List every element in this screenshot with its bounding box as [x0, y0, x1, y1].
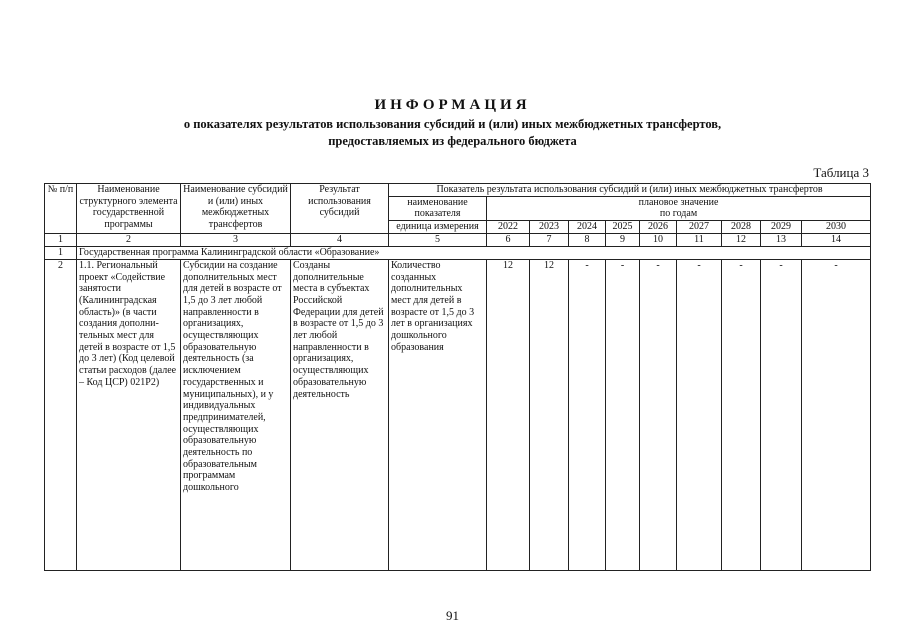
indicators-table [44, 183, 871, 571]
header-indicator-group: Показатель результата использования субсидий и (или) иных межбюджетных трансфертов [389, 184, 871, 197]
row-value: - [606, 259, 640, 570]
row-value: 12 [530, 259, 569, 570]
header-subsidy: Наименование субсидий и (или) иных межбюджетных трансфертов [181, 184, 291, 234]
header-by-years-label: по годам [659, 208, 698, 220]
column-number: 13 [761, 233, 802, 246]
row-subsidy: Субсидии на создание дополнительных мест для детей в возрасте от 1,5 до 3 лет любой направленности в организациях, осуществляющих образовательную деятельность (за исключением государственных и муниципальных), и у индивидуальных предпринимателей, осуществляющих образовательную деятельность по образовательным программам дошкольного [181, 259, 291, 570]
header-planned-value [487, 196, 871, 220]
column-number: 2 [77, 233, 181, 246]
header-year: 2024 [569, 221, 606, 234]
header-year: 2028 [722, 221, 761, 234]
table-row [45, 259, 871, 570]
column-number: 9 [606, 233, 640, 246]
header-indicator-name: наименование показателя [389, 196, 487, 220]
column-number: 11 [677, 233, 722, 246]
row-value: - [802, 259, 871, 570]
row-num: 2 [45, 259, 77, 570]
header-year: 2030 [802, 221, 871, 234]
document-subtitle-line1: о показателях результатов использования субсидий и (или) иных межбюджетных трансфертов, [183, 117, 722, 131]
header-year: 2022 [487, 221, 530, 234]
document-title: ИНФОРМАЦИЯ [374, 97, 531, 113]
row-value: - [761, 259, 802, 570]
row-value: - [677, 259, 722, 570]
column-number: 4 [291, 233, 389, 246]
header-year: 2023 [530, 221, 569, 234]
header-planned-value-label: плановое значение [638, 196, 719, 208]
column-number: 6 [487, 233, 530, 246]
header-year: 2025 [606, 221, 640, 234]
column-number: 5 [389, 233, 487, 246]
header-num: № п/п [45, 184, 77, 234]
column-number: 7 [530, 233, 569, 246]
column-number: 1 [45, 233, 77, 246]
page-number: 91 [446, 608, 459, 623]
column-number: 8 [569, 233, 606, 246]
row-value: - [569, 259, 606, 570]
program-row-num: 1 [45, 246, 77, 259]
header-year: 2029 [761, 221, 802, 234]
row-indicator: Количество созданных дополнительных мест для детей в возрасте от 1,5 до 3 лет в организациях дошкольного образования [389, 259, 487, 570]
table-label: Таблица 3 [813, 165, 869, 180]
column-number: 10 [640, 233, 677, 246]
header-element: Наименование структурного элемента государственной программы [77, 184, 181, 234]
row-value: - [722, 259, 761, 570]
document-subtitle-line2: предоставляемых из федерального бюджета [328, 134, 577, 148]
header-year: 2026 [640, 221, 677, 234]
column-number: 14 [802, 233, 871, 246]
row-value: - [640, 259, 677, 570]
row-value: 12 [487, 259, 530, 570]
header-result: Результат использования субсидий [291, 184, 389, 234]
column-number: 12 [722, 233, 761, 246]
column-number: 3 [181, 233, 291, 246]
header-year: 2027 [677, 221, 722, 234]
header-unit: единица измерения [389, 221, 487, 234]
row-element: 1.1. Региональный проект «Содействие занятости (Калининградская область)» (в части создания дополни-тельных мест для детей в возрасте от 1,5 до 3 лет) (Код целевой статьи расходов (далее – Код ЦСР) 021Р2) [77, 259, 181, 570]
program-row-title: Государственная программа Калининградской области «Образование» [77, 246, 871, 259]
row-result: Созданы дополнительные места в субъектах Российской Федерации для детей в возрасте от 1,5 до 3 лет любой направленности в организациях, осуществляющих образовательную деятельность [291, 259, 389, 570]
